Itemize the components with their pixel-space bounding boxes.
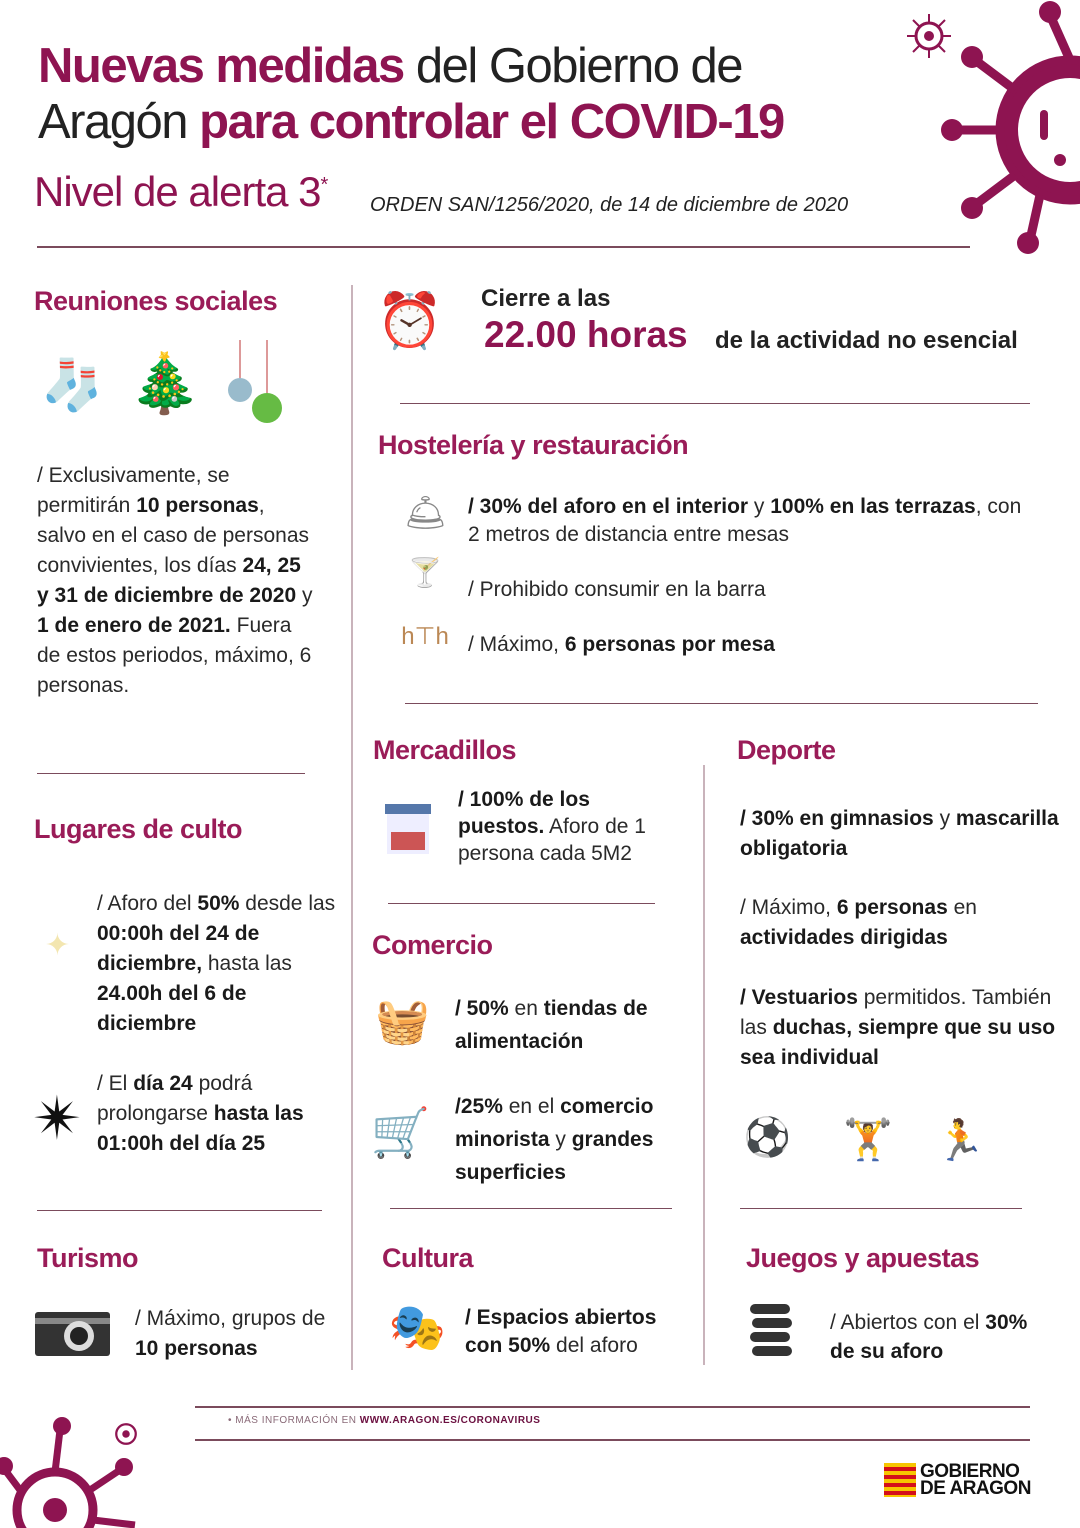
bold-text: 6 personas por mesa xyxy=(564,633,775,656)
cierre-suffix: de la actividad no esencial xyxy=(715,327,1018,354)
hosteleria-item-1 xyxy=(468,493,1038,549)
deporte-item-3 xyxy=(740,983,1060,1073)
more-info-link[interactable]: WWW.ARAGON.ES/CORONAVIRUS xyxy=(359,1415,541,1426)
reuniones-text xyxy=(37,461,317,701)
bold-text: 10 personas xyxy=(136,494,259,517)
bold-text: 00:00h del 24 de diciembre, xyxy=(97,922,260,975)
divider xyxy=(405,703,1038,704)
bold-text: tiendas de alimentación xyxy=(455,997,648,1053)
cierre-time: 22.00 horas xyxy=(484,314,688,355)
bold-text: 24, 25 y 31 de diciembre de 2020 xyxy=(37,554,301,607)
bold-text: comercio minorista xyxy=(455,1095,654,1151)
grocery-basket-icon: 🧺 xyxy=(375,996,430,1046)
reuniones-title: Reuniones sociales xyxy=(34,286,278,316)
juegos-title: Juegos y apuestas xyxy=(746,1243,980,1273)
column-divider xyxy=(351,285,353,1370)
comercio-title: Comercio xyxy=(372,930,493,960)
bold-text: 24.00h del 6 de diciembre xyxy=(97,982,247,1035)
bold-text: / 50% xyxy=(455,997,509,1020)
bold-text: 1 de enero de 2021. xyxy=(37,614,231,637)
text: , con 2 metros de distancia entre mesas xyxy=(468,495,1022,546)
juegos-text xyxy=(830,1308,1030,1366)
column-divider-2 xyxy=(703,765,705,1365)
alert-asterisk: * xyxy=(320,174,328,196)
bold-text: / Espacios abiertos con 50% xyxy=(465,1306,657,1357)
divider xyxy=(37,1210,322,1211)
bold-text: 30% de su aforo xyxy=(830,1311,1028,1363)
text: permitidos. También las xyxy=(740,986,1052,1039)
page-title xyxy=(38,38,784,150)
small-virus-bottom-icon xyxy=(108,1416,144,1452)
text: / El xyxy=(97,1072,134,1095)
text: / Exclusivamente, se permitirán xyxy=(37,464,230,517)
title-line-1 xyxy=(38,38,784,94)
bold-text: / Vestuarios xyxy=(740,986,858,1009)
camera-icon xyxy=(35,1308,110,1356)
bold-text: 100% en las terrazas xyxy=(770,495,976,518)
cultura-text xyxy=(465,1304,695,1360)
text: y xyxy=(549,1128,572,1151)
text: y xyxy=(296,584,313,607)
casino-chips-icon xyxy=(748,1300,793,1360)
bold-text: Nuevas medidas xyxy=(38,39,404,93)
market-stall-icon xyxy=(383,802,433,856)
header-divider xyxy=(37,246,970,248)
bold-text: / 30% en gimnasios xyxy=(740,807,934,830)
star-icon: ✴ xyxy=(32,1085,83,1152)
bold-text: actividades dirigidas xyxy=(740,926,948,949)
divider xyxy=(400,403,1030,404)
culto-title: Lugares de culto xyxy=(34,814,243,844)
alarm-clock-icon: ⏰ xyxy=(376,290,444,351)
ornaments-icon xyxy=(225,340,285,428)
cocktail-icon: 🍸 xyxy=(407,557,443,588)
hosteleria-item-3 xyxy=(468,630,775,660)
text: en xyxy=(947,896,977,919)
text: Aragón xyxy=(38,95,200,149)
hosteleria-item-2 xyxy=(468,575,766,605)
divider xyxy=(388,903,655,904)
bold-text: para controlar el COVID-19 xyxy=(199,95,784,149)
text: , salvo en el caso de personas convivientes, los días xyxy=(37,494,310,577)
footer-divider-top xyxy=(195,1406,1030,1408)
virus-icon xyxy=(940,0,1080,260)
logo-line-2: DE ARAGON xyxy=(920,1478,1031,1499)
shopping-cart-icon: 🛒 xyxy=(370,1107,431,1160)
comercio-item-2 xyxy=(455,1090,695,1189)
small-virus-icon xyxy=(905,12,953,60)
text: en xyxy=(508,997,544,1020)
text: / Abiertos con el xyxy=(830,1311,986,1334)
mercadillos-text xyxy=(458,786,678,867)
text: podrá prolongarse xyxy=(97,1072,253,1125)
text: hasta las xyxy=(202,952,292,975)
bold-text: grandes superficies xyxy=(455,1128,654,1184)
aragon-flag-icon xyxy=(884,1463,916,1497)
text: del aforo xyxy=(550,1334,638,1357)
hosteleria-title: Hostelería y restauración xyxy=(378,430,689,460)
deporte-item-1 xyxy=(740,804,1060,864)
culto-item-2 xyxy=(97,1069,337,1159)
culto-item-1 xyxy=(97,889,347,1039)
weightlifter-icon: 🏋 xyxy=(843,1118,893,1162)
turismo-text xyxy=(135,1304,335,1364)
text: / Máximo, grupos de xyxy=(135,1307,326,1330)
bold-text: / 30% del aforo en el interior xyxy=(468,495,749,518)
alert-level-text: Nivel de alerta 3 xyxy=(34,168,321,215)
footer-divider-bottom xyxy=(195,1439,1030,1441)
text: / Máximo, xyxy=(740,896,837,919)
text: / Prohibido consumir en la barra xyxy=(468,578,766,601)
more-info: • MÁS INFORMACIÓN EN WWW.ARAGON.ES/CORONAVIRUS xyxy=(228,1415,541,1426)
christmas-tree-icon: 🎄 xyxy=(128,351,202,416)
cloche-icon: 🛎 xyxy=(403,493,448,532)
text: en el xyxy=(502,1095,561,1118)
turismo-title: Turismo xyxy=(37,1243,139,1273)
stocking-icon: 🧦 xyxy=(41,356,104,413)
light-sparkle-icon: ✦ xyxy=(44,928,71,962)
table-chairs-icon: h⊤h xyxy=(401,622,449,650)
divider xyxy=(740,1208,1022,1209)
divider xyxy=(390,1208,672,1209)
text: Aforo de 1 persona cada 5M2 xyxy=(458,815,646,865)
mercadillos-title: Mercadillos xyxy=(373,735,517,765)
deporte-title: Deporte xyxy=(737,735,836,765)
text: y xyxy=(748,495,771,518)
runner-icon: 🏃 xyxy=(935,1118,985,1163)
comercio-item-1 xyxy=(455,992,695,1058)
soccer-ball-icon: ⚽ xyxy=(743,1116,792,1159)
cierre-label: Cierre a las xyxy=(481,285,611,312)
text: desde las xyxy=(239,892,336,915)
bold-text: 10 personas xyxy=(135,1337,258,1360)
bold-text: / 100% de los puestos. xyxy=(458,788,590,838)
theater-masks-icon: 🎭 xyxy=(388,1301,447,1353)
text: / Máximo, xyxy=(468,633,565,656)
logo-line-1: GOBIERNO xyxy=(920,1461,1020,1482)
bold-text: mascarilla obligatoria xyxy=(740,807,1059,860)
text: Fuera de estos periodos, máximo, 6 personas. xyxy=(37,614,312,697)
text: / Aforo del xyxy=(97,892,198,915)
text: del Gobierno de xyxy=(403,39,743,93)
title-line-2 xyxy=(38,94,784,150)
order-reference: ORDEN SAN/1256/2020, de 14 de diciembre de 2020 xyxy=(370,194,849,216)
bold-text: 50% xyxy=(197,892,240,915)
gobierno-aragon-logo xyxy=(884,1463,1031,1497)
bold-text: 6 personas xyxy=(836,896,948,919)
bold-text: duchas, siempre que su uso sea individual xyxy=(740,1016,1056,1069)
deporte-item-2 xyxy=(740,893,1060,953)
bold-text: día 24 xyxy=(133,1072,193,1095)
text: y xyxy=(933,807,956,830)
alert-level xyxy=(34,168,327,216)
more-info-prefix: MÁS INFORMACIÓN EN xyxy=(235,1415,360,1426)
cultura-title: Cultura xyxy=(382,1243,473,1273)
bold-text: hasta las 01:00h del día 25 xyxy=(97,1102,304,1155)
divider xyxy=(37,773,305,774)
bold-text: /25% xyxy=(455,1095,503,1118)
